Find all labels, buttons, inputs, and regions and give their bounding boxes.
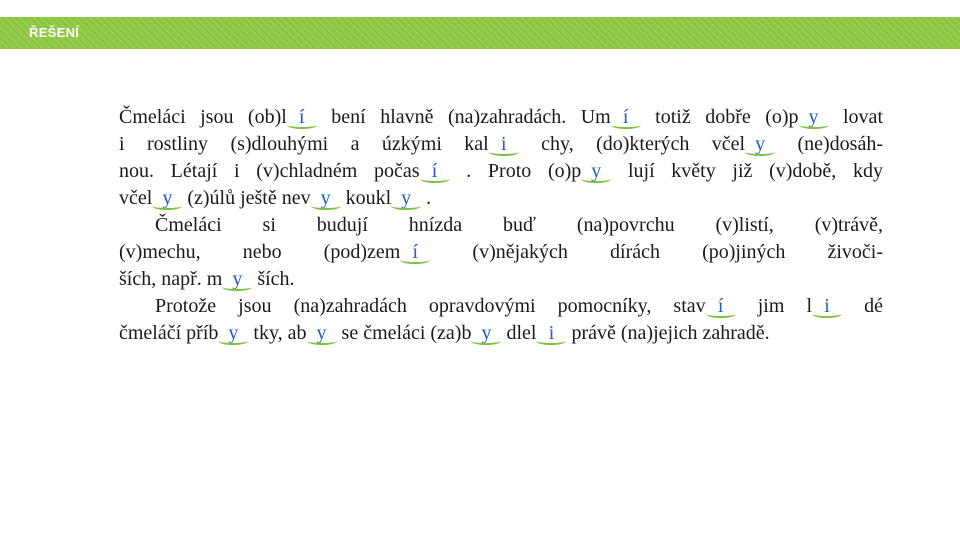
answer-blank: í bbox=[287, 104, 317, 131]
text-segment: Čmeláci jsou (ob)l bbox=[119, 106, 287, 128]
text-segment: dé bbox=[842, 295, 883, 317]
answer-blank: y bbox=[152, 185, 182, 212]
text-segment: jim l bbox=[735, 295, 813, 317]
exercise-text bbox=[119, 104, 883, 347]
answer-blank: y bbox=[799, 104, 829, 131]
text-line bbox=[119, 131, 883, 158]
text-segment: Protože jsou (na)zahradách opravdovými pomocníky, stav bbox=[155, 295, 706, 317]
text-segment: tky, ab bbox=[248, 322, 307, 344]
text-segment: . bbox=[421, 187, 432, 209]
text-segment: chy, (do)kterých včel bbox=[518, 133, 746, 155]
text-segment: včel bbox=[119, 187, 153, 209]
text-segment: (v)mechu, nebo (pod)zem bbox=[119, 241, 401, 263]
text-line bbox=[119, 239, 883, 266]
text-segment: bení hlavně (na)zahradách. Um bbox=[316, 106, 611, 128]
answer-blank: y bbox=[745, 131, 775, 158]
answer-blank: y bbox=[307, 320, 337, 347]
text-segment: čmeláčí příb bbox=[119, 322, 219, 344]
answer-blank: í bbox=[706, 293, 736, 320]
text-line bbox=[119, 266, 883, 293]
text-segment: Čmeláci si budují hnízda buď (na)povrchu (v)listí, (v)trávě, bbox=[155, 214, 883, 236]
answer-blank: í bbox=[400, 239, 430, 266]
answer-blank: i bbox=[536, 320, 566, 347]
answer-blank: y bbox=[311, 185, 341, 212]
text-segment: totiž dobře (o)p bbox=[640, 106, 799, 128]
answer-blank: y bbox=[581, 158, 611, 185]
text-segment: i rostliny (s)dlouhými a úzkými kal bbox=[119, 133, 489, 155]
text-line bbox=[119, 185, 883, 212]
text-line bbox=[119, 158, 883, 185]
text-segment: (v)nějakých dírách (po)jiných živoči- bbox=[430, 241, 883, 263]
text-segment: nou. Létají i (v)chladném počas bbox=[119, 160, 420, 182]
text-segment: . Proto (o)p bbox=[449, 160, 582, 182]
answer-blank: y bbox=[222, 266, 252, 293]
answer-blank: y bbox=[391, 185, 421, 212]
text-segment: lovat bbox=[828, 106, 883, 128]
text-segment: ších, např. m bbox=[119, 268, 223, 290]
text-line bbox=[119, 293, 883, 320]
answer-blank: y bbox=[218, 320, 248, 347]
text-segment: se čmeláci (za)b bbox=[336, 322, 472, 344]
banner-title: ŘEŠENÍ bbox=[29, 25, 80, 40]
answer-blank: i bbox=[489, 131, 519, 158]
text-line bbox=[119, 104, 883, 131]
text-segment: koukl bbox=[340, 187, 392, 209]
text-line bbox=[119, 212, 883, 239]
text-segment: ších. bbox=[252, 268, 295, 290]
answer-blank: i bbox=[812, 293, 842, 320]
text-line bbox=[119, 320, 883, 347]
text-segment: (ne)dosáh- bbox=[775, 133, 883, 155]
text-segment: právě (na)jejich zahradě. bbox=[566, 322, 770, 344]
answer-blank: í bbox=[420, 158, 450, 185]
header-banner bbox=[0, 17, 960, 49]
text-segment: (z)úlů ještě nev bbox=[182, 187, 311, 209]
answer-blank: y bbox=[471, 320, 501, 347]
answer-blank: í bbox=[611, 104, 641, 131]
text-segment: dlel bbox=[501, 322, 537, 344]
text-segment: lují květy již (v)době, kdy bbox=[611, 160, 883, 182]
